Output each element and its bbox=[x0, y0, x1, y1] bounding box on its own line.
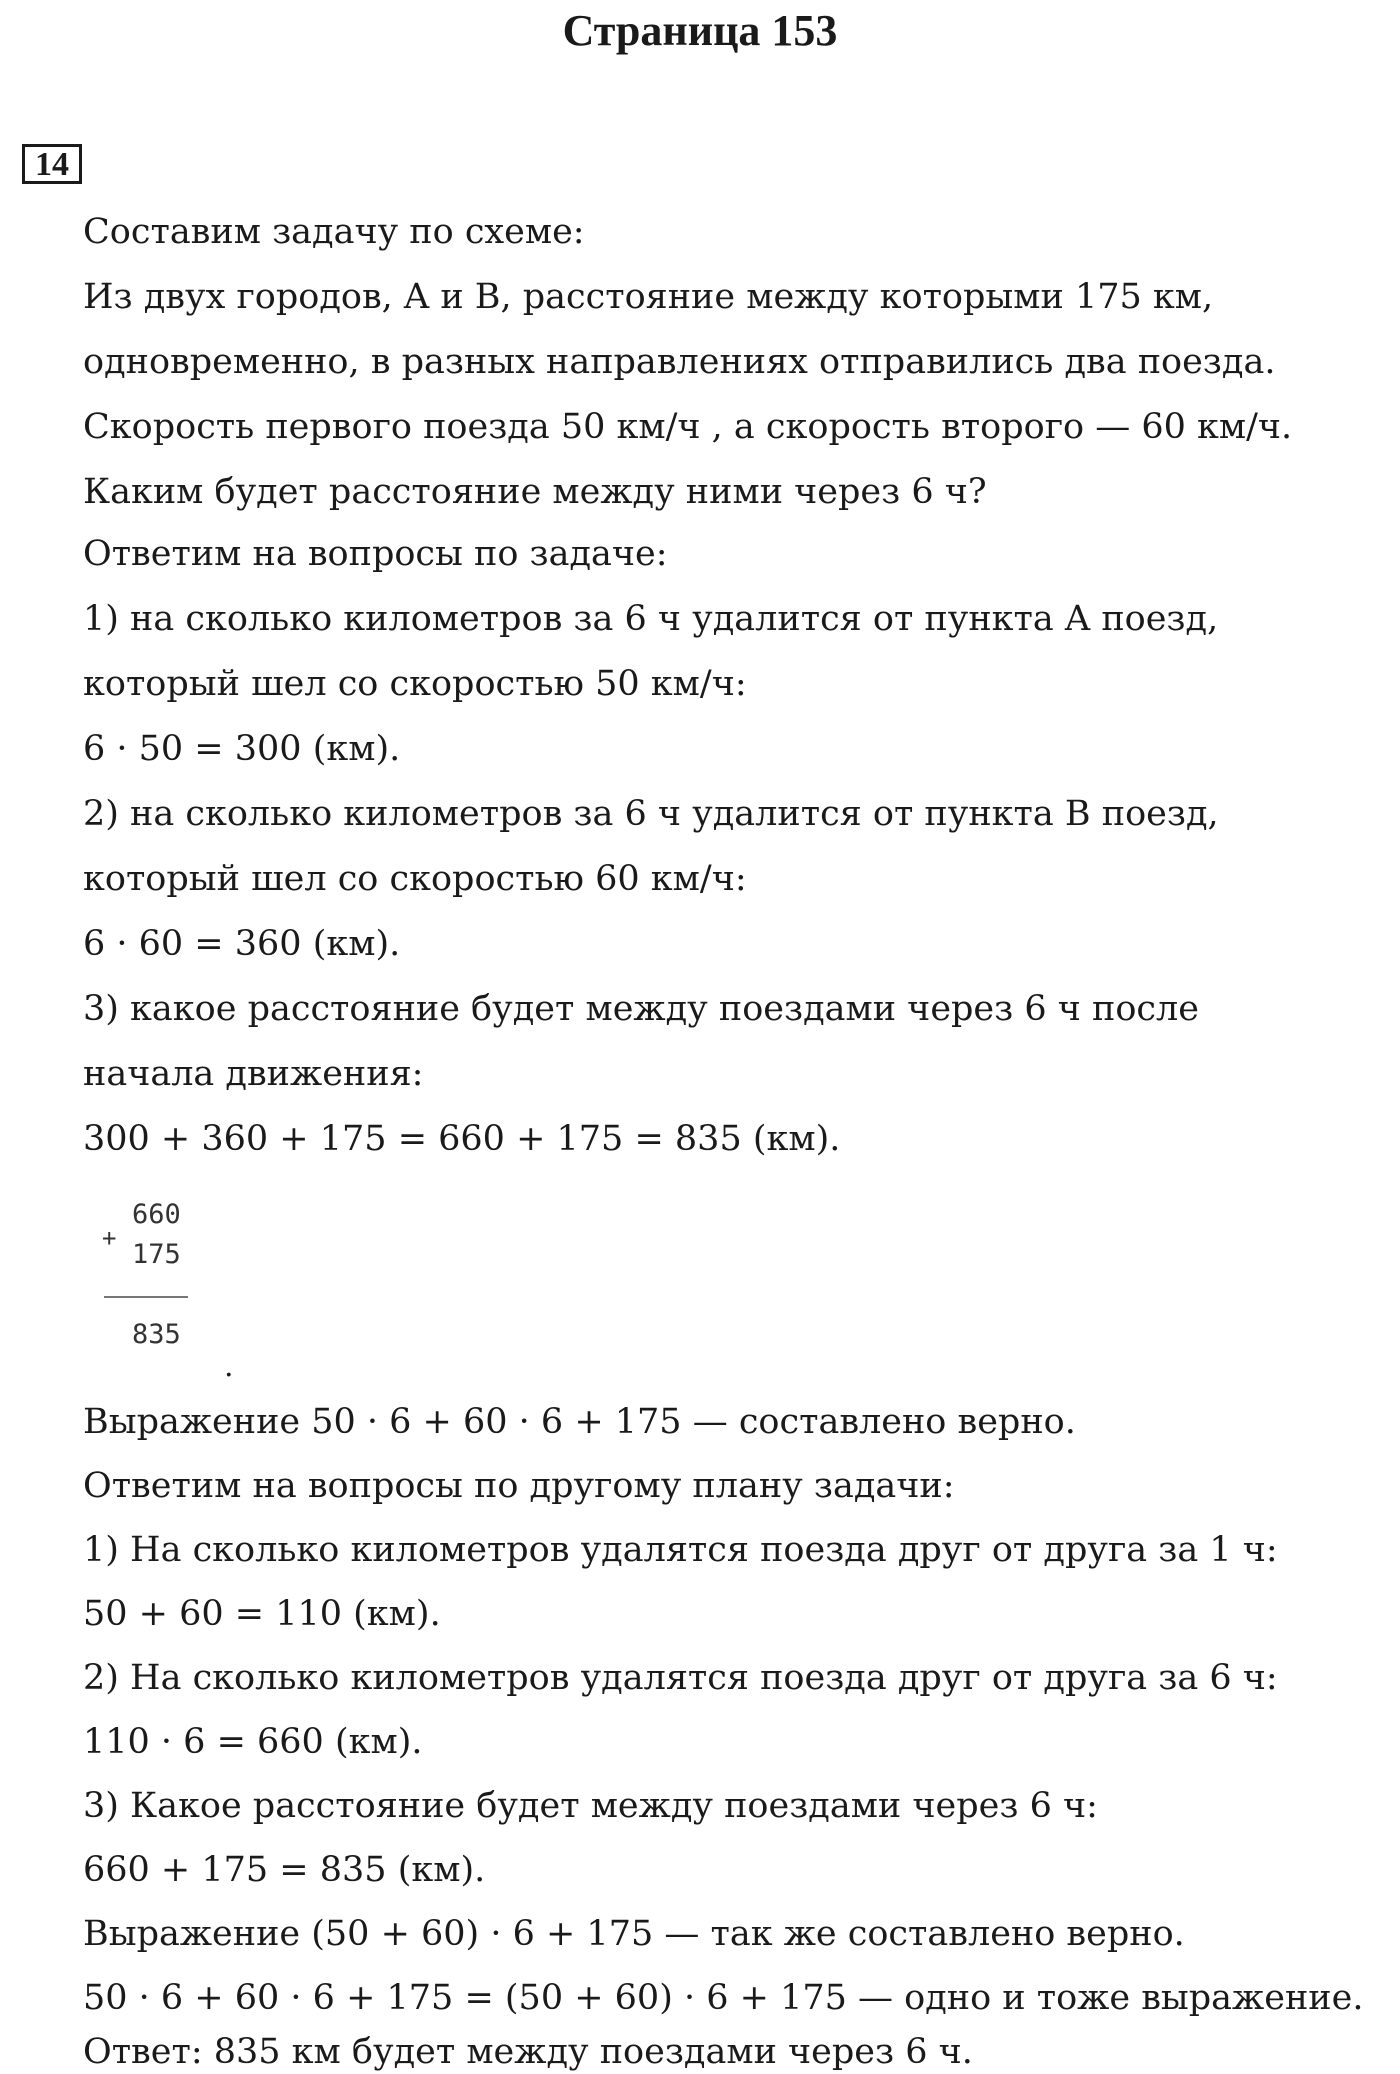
page-title: Страница 153 bbox=[562, 6, 838, 55]
text-line: который шел со скоростью 50 км/ч: bbox=[83, 664, 747, 704]
answer-line: Ответ: 835 км будет между поездами через 6 ч. bbox=[83, 2032, 973, 2072]
sum-rule-line bbox=[104, 1296, 188, 1298]
task-number-box: 14 bbox=[22, 144, 82, 184]
text-line: 3) какое расстояние будет между поездами через 6 ч после bbox=[83, 989, 1199, 1029]
equation-line: 660 + 175 = 835 (км). bbox=[83, 1850, 486, 1890]
column-addition bbox=[96, 1200, 206, 1370]
text-line: 1) На сколько километров удалятся поезда друг от друга за 1 ч: bbox=[83, 1530, 1278, 1570]
equation-line: 300 + 360 + 175 = 660 + 175 = 835 (км). bbox=[83, 1119, 841, 1159]
text-line: Скорость первого поезда 50 км/ч , а скорость второго — 60 км/ч. bbox=[83, 407, 1293, 447]
plus-sign: + bbox=[102, 1224, 117, 1252]
text-line: 3) Какое расстояние будет между поездами через 6 ч: bbox=[83, 1786, 1098, 1826]
text-line: Ответим на вопросы по задаче: bbox=[83, 534, 668, 574]
addend-2: 175 bbox=[132, 1239, 181, 1270]
addend-1: 660 bbox=[132, 1199, 181, 1230]
text-line: начала движения: bbox=[83, 1054, 424, 1094]
text-line: Составим задачу по схеме: bbox=[83, 212, 585, 252]
trailing-period: . bbox=[224, 1349, 234, 1384]
text-line: одновременно, в разных направлениях отправились два поезда. bbox=[83, 342, 1276, 382]
text-line: 2) на сколько километров за 6 ч удалится от пункта B поезд, bbox=[83, 794, 1219, 834]
text-line: Выражение (50 + 60) · 6 + 175 — так же составлено верно. bbox=[83, 1914, 1185, 1954]
text-line: Каким будет расстояние между ними через 6 ч? bbox=[83, 472, 987, 512]
equation-line: 110 · 6 = 660 (км). bbox=[83, 1722, 423, 1762]
text-line: Ответим на вопросы по другому плану задачи: bbox=[83, 1466, 955, 1506]
equation-line: 6 · 60 = 360 (км). bbox=[83, 924, 401, 964]
text-line: 1) на сколько километров за 6 ч удалится от пункта A поезд, bbox=[83, 599, 1219, 639]
equation-line: 6 · 50 = 300 (км). bbox=[83, 729, 401, 769]
sum-result: 835 bbox=[132, 1319, 181, 1350]
text-line: Из двух городов, A и B, расстояние между которыми 175 км, bbox=[83, 277, 1214, 317]
text-line: который шел со скоростью 60 км/ч: bbox=[83, 859, 747, 899]
text-line: 2) На сколько километров удалятся поезда друг от друга за 6 ч: bbox=[83, 1658, 1278, 1698]
equation-line: 50 + 60 = 110 (км). bbox=[83, 1594, 441, 1634]
equation-line: 50 · 6 + 60 · 6 + 175 = (50 + 60) · 6 + 175 — одно и тоже выражение. bbox=[83, 1978, 1364, 2018]
text-line: Выражение 50 · 6 + 60 · 6 + 175 — составлено верно. bbox=[83, 1402, 1076, 1442]
